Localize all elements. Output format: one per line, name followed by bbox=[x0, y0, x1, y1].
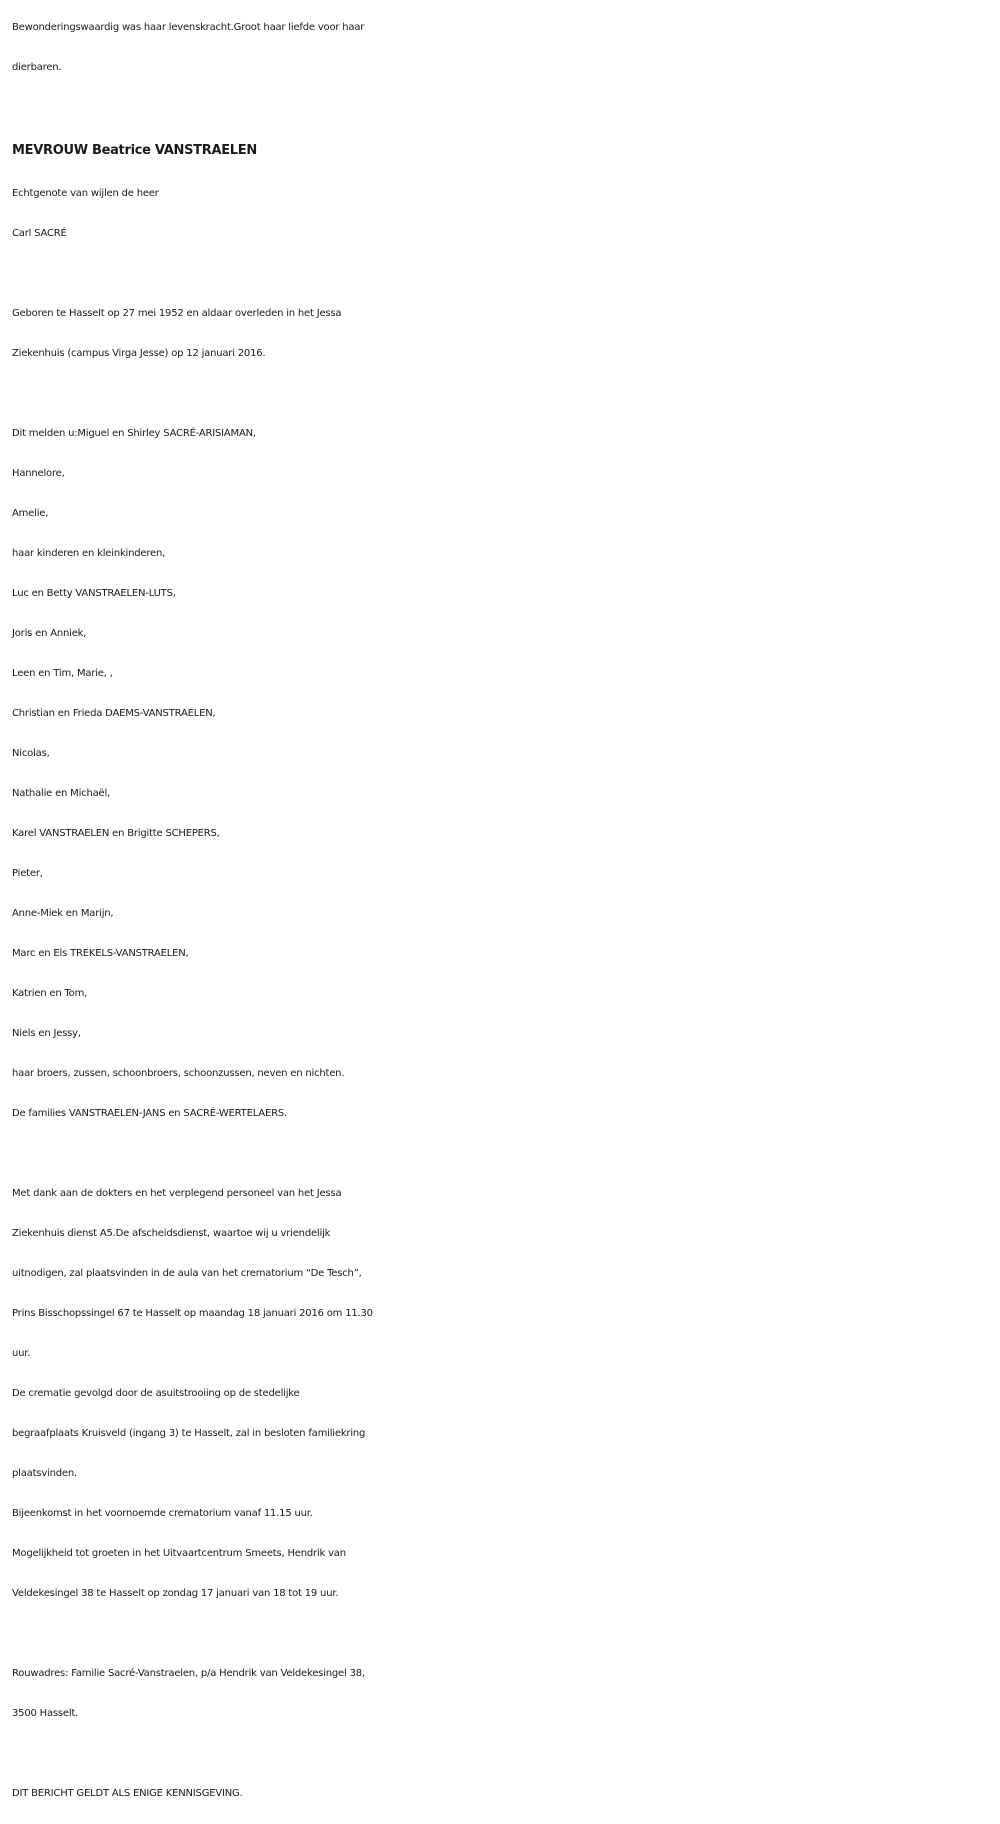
address-line: 3500 Hasselt. bbox=[12, 1708, 79, 1719]
ceremony-line: plaatsvinden. bbox=[12, 1468, 77, 1479]
family-line: Katrien en Tom, bbox=[12, 988, 88, 999]
family-line: De families VANSTRAELEN-JANS en SACRÉ-WERTELAERS. bbox=[12, 1108, 287, 1119]
spouse-line: Carl SACRÉ bbox=[12, 228, 67, 239]
family-line: Anne-Miek en Marijn, bbox=[12, 908, 114, 919]
ceremony-paragraph bbox=[12, 1174, 1000, 1614]
family-line: Nicolas, bbox=[12, 748, 50, 759]
ceremony-line: Prins Bisschopssingel 67 te Hasselt op maandag 18 januari 2016 om 11.30 bbox=[12, 1308, 373, 1319]
address-line: Rouwadres: Familie Sacré-Vanstraelen, p/a Hendrik van Veldekesingel 38, bbox=[12, 1668, 365, 1679]
family-line: Leen en Tim, Marie, , bbox=[12, 668, 113, 679]
family-line: Luc en Betty VANSTRAELEN-LUTS, bbox=[12, 588, 176, 599]
ceremony-line: Veldekesingel 38 te Hasselt op zondag 17 januari van 18 tot 19 uur. bbox=[12, 1588, 339, 1599]
ceremony-line: Bijeenkomst in het voornoemde crematorium vanaf 11.15 uur. bbox=[12, 1508, 313, 1519]
family-line: haar broers, zussen, schoonbroers, schoonzussen, neven en nichten. bbox=[12, 1068, 345, 1079]
intro-line: dierbaren. bbox=[12, 62, 62, 73]
ceremony-line: Met dank aan de dokters en het verplegend personeel van het Jessa bbox=[12, 1188, 342, 1199]
family-line: Christian en Frieda DAEMS-VANSTRAELEN, bbox=[12, 708, 216, 719]
family-line: Hannelore, bbox=[12, 468, 65, 479]
ceremony-line: uur. bbox=[12, 1348, 31, 1359]
family-line: Joris en Anniek, bbox=[12, 628, 87, 639]
spacer bbox=[12, 254, 1000, 294]
family-line: haar kinderen en kleinkinderen, bbox=[12, 548, 166, 559]
birth-death-line: Ziekenhuis (campus Virga Jesse) op 12 januari 2016. bbox=[12, 348, 266, 359]
spouse-line: Echtgenote van wijlen de heer bbox=[12, 188, 159, 199]
birth-death-line: Geboren te Hasselt op 27 mei 1952 en aldaar overleden in het Jessa bbox=[12, 308, 342, 319]
obituary-text bbox=[12, 8, 1000, 1814]
spacer bbox=[12, 1734, 1000, 1774]
ceremony-line: Ziekenhuis dienst A5.De afscheidsdienst, waartoe wij u vriendelijk bbox=[12, 1228, 331, 1239]
address-paragraph bbox=[12, 1654, 1000, 1734]
ceremony-line: Mogelijkheid tot groeten in het Uitvaartcentrum Smeets, Hendrik van bbox=[12, 1548, 346, 1559]
ceremony-line: begraafplaats Kruisveld (ingang 3) te Hasselt, zal in besloten familiekring bbox=[12, 1428, 366, 1439]
spacer bbox=[12, 1614, 1000, 1654]
family-line: Marc en Els TREKELS-VANSTRAELEN, bbox=[12, 948, 189, 959]
spacer bbox=[12, 1134, 1000, 1174]
intro-paragraph bbox=[12, 8, 1000, 88]
ceremony-line: uitnodigen, zal plaatsvinden in de aula van het crematorium “De Tesch”, bbox=[12, 1268, 362, 1279]
family-line: Amelie, bbox=[12, 508, 49, 519]
ceremony-line: De crematie gevolgd door de asuitstrooiing op de stedelijke bbox=[12, 1388, 300, 1399]
intro-line: Bewonderingswaardig was haar levenskracht.Groot haar liefde voor haar bbox=[12, 22, 365, 33]
deceased-name: MEVROUW Beatrice VANSTRAELEN bbox=[12, 143, 257, 158]
family-line: Nathalie en Michaël, bbox=[12, 788, 111, 799]
spouse-paragraph bbox=[12, 174, 1000, 254]
family-line: Dit melden u:Miguel en Shirley SACRÉ-ARISIAMAN, bbox=[12, 428, 256, 439]
family-line: Niels en Jessy, bbox=[12, 1028, 81, 1039]
spacer bbox=[12, 374, 1000, 414]
family-line: Karel VANSTRAELEN en Brigitte SCHEPERS, bbox=[12, 828, 220, 839]
notice-line: DIT BERICHT GELDT ALS ENIGE KENNISGEVING. bbox=[12, 1788, 243, 1799]
family-list bbox=[12, 414, 1000, 1134]
birth-death-paragraph bbox=[12, 294, 1000, 374]
family-line: Pieter, bbox=[12, 868, 43, 879]
